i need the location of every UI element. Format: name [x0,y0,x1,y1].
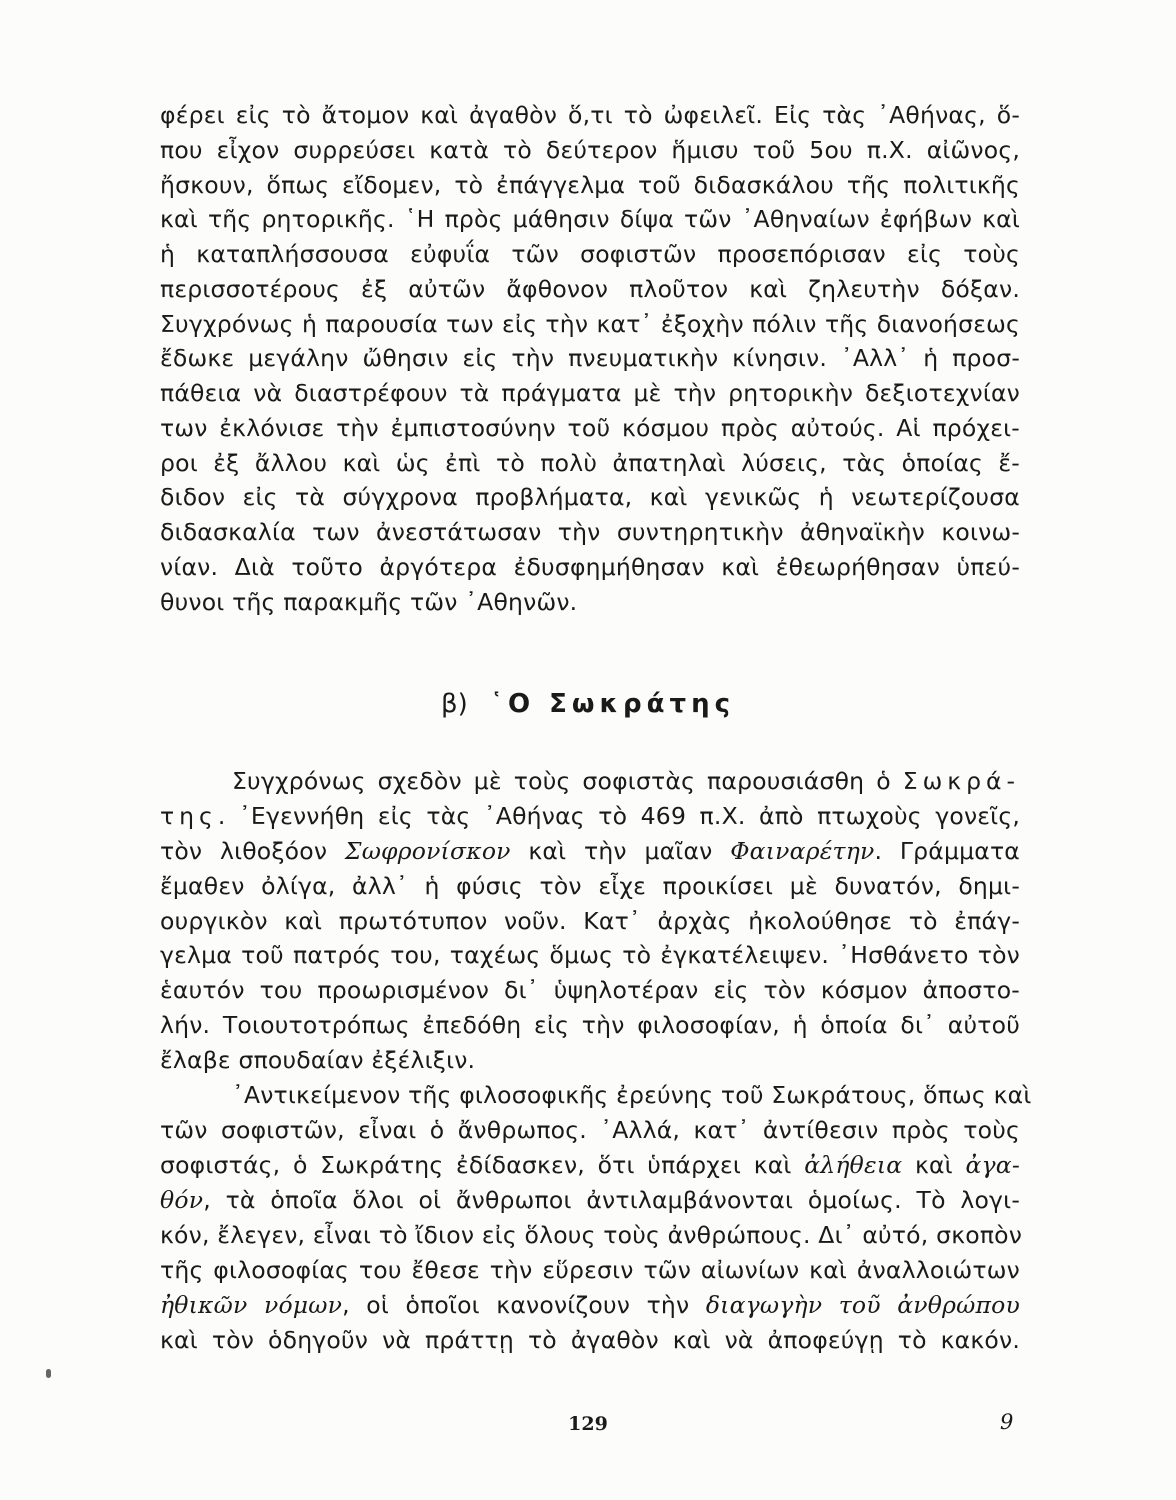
text-span: , οἱ ὁποῖοι κανονίζουν τὴν [342,1291,706,1319]
text-line: θυνοι τῆς παρακμῆς τῶν ᾿Αθηνῶν. [160,588,578,616]
text-line: γελμα τοῦ πατρός του, ταχέως ὅμως τὸ ἐγκατέλειψεν. ᾿Ησθάνετο τὸν [160,941,1020,969]
term-moral-laws: ἠθικῶν νόμων [160,1291,343,1319]
text-line: ἔμαθεν ὀλίγα, ἀλλ᾿ ἡ φύσις τὸν εἶχε προικίσει μὲ δυνατόν, δημι- [160,872,1020,900]
term-good-end: θόν [160,1186,204,1214]
text-line: κόν, ἔλεγεν, εἶναι τὸ ἴδιον εἰς ὅλους τοὺς ἀνθρώπους. Δι᾿ αὐτό, σκοπὸν [160,1221,1023,1249]
text-line: ᾿Αντικείμενον τῆς φιλοσοφικῆς ἐρεύνης τοῦ Σωκράτους, ὅπως καὶ [232,1081,1032,1109]
text-line: τῆς φιλοσοφίας του ἔθεσε τὴν εὕρεσιν τῶν αἰωνίων καὶ ἀναλλοιώτων [160,1256,1020,1284]
text-line [160,1290,1020,1320]
text-line: ἔλαβε σπουδαίαν ἐξέλιξιν. [160,1046,476,1074]
text-line [160,836,1020,866]
signature-mark: 9 [1000,1410,1014,1434]
text-span: . Γράμματα [874,837,1020,865]
text-line [232,766,1020,796]
text-span: καὶ τὴν μαῖαν [510,837,731,865]
text-line: Συγχρόνως ἡ παρουσία των εἰς τὴν κατ᾿ ἐξοχὴν πόλιν τῆς διανοήσεως [160,310,1020,338]
page-number: 129 [568,1413,608,1435]
text-line: λήν. Τοιουτοτρόπως ἐπεδόθη εἰς τὴν φιλοσοφίαν, ἡ ὁποία δι᾿ αὐτοῦ [160,1011,1020,1039]
text-line: τῶν σοφιστῶν, εἶναι ὁ ἄνθρωπος. ᾿Αλλά, κατ᾿ ἀντίθεσιν πρὸς τοὺς [160,1116,1020,1144]
scan-speck [46,1369,51,1378]
text-line: φέρει εἰς τὸ ἄτομον καὶ ἀγαθὸν ὅ,τι τὸ ὠφειλεῖ. Εἰς τὰς ᾿Αθήνας, ὅ- [160,101,1020,129]
text-line: καὶ τῆς ρητορικῆς. ῾Η πρὸς μάθησιν δίψα τῶν ᾿Αθηναίων ἐφήβων καὶ [160,205,1020,233]
text-line [160,1150,1020,1180]
name-socrates-spaced-end: της [160,802,218,830]
text-line: ουργικὸν καὶ πρωτότυπον νοῦν. Κατ᾿ ἀρχὰς ἠκολούθησε τὸ ἐπάγ- [160,907,1020,935]
text-line: ἔδωκε μεγάλην ὤθησιν εἰς τὴν πνευματικὴν κίνησιν. ᾿Αλλ᾿ ἡ προσ- [160,344,1020,372]
text-line: νίαν. Διὰ τοῦτο ἀργότερα ἐδυσφημήθησαν καὶ ἐθεωρήθησαν ὑπεύ- [160,553,1020,581]
text-line [160,801,1020,831]
text-line [160,1185,1020,1215]
text-line: ροι ἐξ ἄλλου καὶ ὡς ἐπὶ τὸ πολὺ ἀπατηλαὶ λύσεις, τὰς ὁποίας ἔ- [160,449,1020,477]
text-line: ἤσκουν, ὅπως εἴδομεν, τὸ ἐπάγγελμα τοῦ διδασκάλου τῆς πολιτικῆς [160,171,1020,199]
text-line: που εἶχον συρρεύσει κατὰ τὸ δεύτερον ἥμισυ τοῦ 5ου π.Χ. αἰῶνος, [160,136,1020,164]
text-line: ἑαυτόν του προωρισμένον δι᾿ ὑψηλοτέραν εἰς τὸν κόσμον ἀποστο- [160,976,1020,1004]
name-socrates-spaced: Σωκρά- [902,767,1020,795]
name-phaenarete: Φαιναρέτην [730,837,875,865]
text-line: των ἐκλόνισε τὴν ἐμπιστοσύνην τοῦ κόσμου πρὸς αὐτούς. Αἱ πρόχει- [160,414,1020,442]
text-span: . ᾿Εγεννήθη εἰς τὰς ᾿Αθήνας τὸ 469 π.Χ. ἀπὸ πτωχοὺς γονεῖς, [217,802,1020,830]
section-heading [0,688,1176,720]
text-line: ἡ καταπλήσσουσα εὐφυΐα τῶν σοφιστῶν προσεπόρισαν εἰς τοὺς [160,240,1020,268]
term-truth: ἀλήθεια [804,1151,903,1179]
text-span: τὸν λιθοξόον [160,837,345,865]
name-sophroniscus: Σωφρονίσκον [344,837,511,865]
text-span: σοφιστάς, ὁ Σωκράτης ἐδίδασκεν, ὅτι ὑπάρχει καὶ [160,1151,805,1179]
text-line: καὶ τὸν ὁδηγοῦν νὰ πράττῃ τὸ ἀγαθὸν καὶ νὰ ἀποφεύγῃ τὸ κακόν. [160,1326,1020,1354]
text-span: , τὰ ὁποῖα ὅλοι οἱ ἄνθρωποι ἀντιλαμβάνονται ὁμοίως. Τὸ λογι- [203,1186,1020,1214]
section-marker: β) [441,689,468,719]
text-line: διδον εἰς τὰ σύγχρονα προβλήματα, καὶ γενικῶς ἡ νεωτερίζουσα [160,483,1020,511]
text-line: πάθεια νὰ διαστρέφουν τὰ πράγματα μὲ τὴν ρητορικὴν δεξιοτεχνίαν [160,379,1020,407]
term-human-conduct: διαγωγὴν τοῦ ἀνθρώπου [705,1291,1020,1319]
section-title: ῾Ο Σωκράτης [490,689,735,719]
text-span: καὶ [902,1151,966,1179]
term-good: ἀγα- [965,1151,1020,1179]
text-line: διδασκαλία των ἀνεστάτωσαν τὴν συντηρητικὴν ἀθηναϊκὴν κοινω- [160,518,1020,546]
text-line: περισσοτέρους ἐξ αὐτῶν ἄφθονον πλοῦτον καὶ ζηλευτὴν δόξαν. [160,275,1020,303]
text-span: Συγχρόνως σχεδὸν μὲ τοὺς σοφιστὰς παρουσιάσθη ὁ [232,767,903,795]
